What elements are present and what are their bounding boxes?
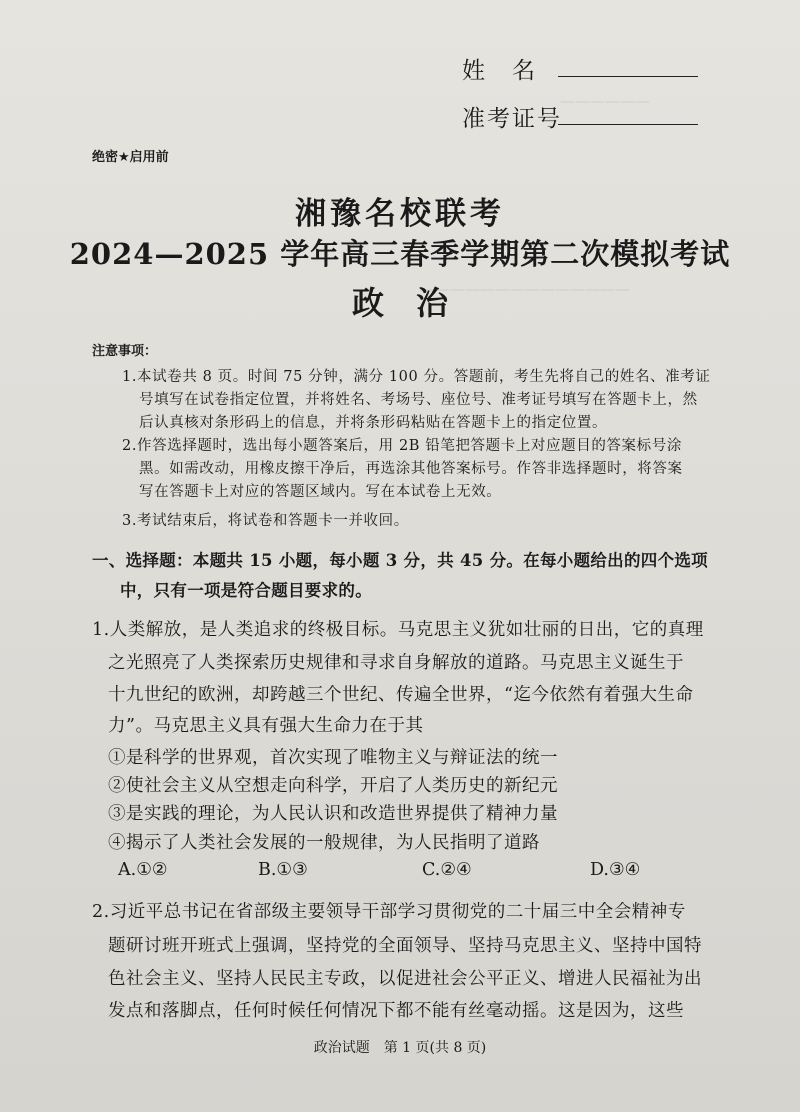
question-1-option-b[interactable]: B.①③ — [258, 860, 308, 880]
question-1-stem: 之光照亮了人类探索历史规律和寻求自身解放的道路。马克思主义诞生于 — [108, 653, 684, 673]
notice-line: 2.作答选择题时，选出每小题答案后，用 2B 铅笔把答题卡上对应题目的答案标号涂 — [122, 438, 682, 454]
question-1-stem: 1.人类解放，是人类追求的终极目标。马克思主义犹如壮丽的日出，它的真理 — [92, 620, 704, 640]
question-1-statement: ③是实践的理论，为人民认识和改造世界提供了精神力量 — [108, 804, 558, 824]
notice-line: 号填写在试卷指定位置，并将姓名、考场号、座位号、准考证号填写在答题卡上，然 — [139, 392, 698, 408]
section-heading-cont: 中，只有一项是符合题目要求的。 — [120, 581, 372, 600]
exam-session-title: 2024—2025 学年高三春季学期第二次模拟考试 — [69, 237, 731, 271]
notice-line: 后认真核对条形码上的信息，并将条形码粘贴在答题卡上的指定位置。 — [139, 415, 608, 431]
bleed-through-mark: —————— — [560, 92, 650, 110]
subject-title: 政治 — [351, 284, 480, 322]
exam-id-label: 准考证号 — [462, 106, 562, 132]
notice-line: 3.考试结束后，将试卷和答题卡一并收回。 — [122, 513, 409, 529]
question-2-stem: 2.习近平总书记在省部级主要领导干部学习贯彻党的二十届三中全会精神专 — [92, 902, 686, 922]
question-1-statement: ②使社会主义从空想走向科学，开启了人类历史的新纪元 — [108, 776, 558, 796]
notice-line: 1.本试卷共 8 页。时间 75 分钟，满分 100 分。答题前，考生先将自己的姓名、准考证 — [122, 369, 711, 385]
bleed-through-mark: —————————————— — [420, 280, 630, 298]
page-footer: 政治试题 第 1 页(共 8 页) — [313, 1040, 487, 1056]
question-1-statement: ①是科学的世界观，首次实现了唯物主义与辩证法的统一 — [108, 748, 558, 768]
question-1-option-c[interactable]: C.②④ — [422, 860, 472, 880]
question-2-stem: 题研讨班开班式上强调，坚持党的全面领导、坚持马克思主义、坚持中国特 — [108, 936, 702, 956]
notice-line: 写在答题卡上对应的答题区域内。写在本试卷上无效。 — [139, 484, 502, 500]
exam-union-title: 湘豫名校联考 — [295, 196, 505, 232]
question-1-stem: 十九世纪的欧洲，却跨越三个世纪、传遍全世界，“迄今依然有着强大生命 — [108, 685, 694, 705]
notice-line: 黑。如需改动，用橡皮擦干净后，再选涂其他答案标号。作答非选择题时，将答案 — [139, 461, 683, 477]
notice-heading: 注意事项： — [92, 344, 158, 359]
question-2-stem: 发点和落脚点，任何时候任何情况下都不能有丝毫动摇。这是因为，这些 — [108, 1001, 684, 1021]
question-1-statement: ④揭示了人类社会发展的一般规律，为人民指明了道路 — [108, 833, 540, 853]
name-field[interactable] — [558, 76, 698, 77]
question-1-stem: 力”。马克思主义具有强大生命力在于其 — [108, 716, 424, 736]
question-1-option-a[interactable]: A.①② — [118, 860, 168, 880]
exam-id-field[interactable] — [558, 124, 698, 125]
confidential-label: 绝密★启用前 — [92, 150, 169, 165]
section-heading: 一、选择题：本题共 15 小题，每小题 3 分，共 45 分。在每小题给出的四个选项 — [92, 551, 708, 570]
question-2-stem: 色社会主义、坚持人民民主专政，以促进社会公平正义、增进人民福祉为出 — [108, 969, 702, 989]
question-1-option-d[interactable]: D.③④ — [590, 860, 641, 880]
name-label: 姓 名 — [462, 58, 537, 84]
